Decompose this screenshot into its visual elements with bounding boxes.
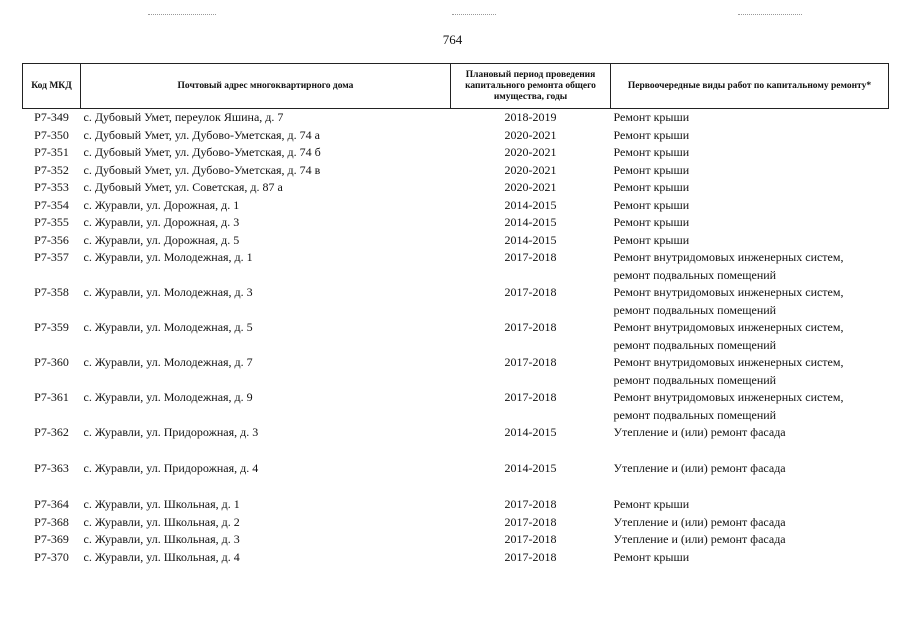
cell-works (611, 179, 889, 197)
cell-works (611, 127, 889, 145)
cell-period: 2018-2019 (504, 110, 557, 124)
header-code: Код МКД (23, 64, 81, 109)
cell-works (611, 496, 889, 514)
cell-works (611, 460, 889, 496)
works-line: Утепление и (или) ремонт фасада (613, 532, 786, 546)
table-row (23, 127, 889, 145)
table-row (23, 531, 889, 549)
cell-address: с. Дубовый Умет, переулок Яшина, д. 7 (83, 110, 284, 124)
cell-code: Р7-354 (34, 197, 69, 212)
cell-works (611, 144, 889, 162)
page-number: 764 (442, 32, 463, 47)
table-row (23, 514, 889, 532)
cell-address: с. Журавли, ул. Школьная, д. 1 (83, 497, 240, 511)
works-line: Ремонт крыши (613, 180, 690, 194)
cell-works (611, 514, 889, 532)
cell-address: с. Журавли, ул. Молодежная, д. 3 (83, 285, 253, 299)
cell-code: Р7-349 (34, 110, 69, 124)
scan-artifact-center (452, 14, 496, 16)
cell-works (611, 549, 889, 567)
table-row (23, 144, 889, 162)
cell-works (611, 232, 889, 250)
cell-code: Р7-355 (34, 215, 69, 229)
table-row (23, 179, 889, 197)
scan-artifact-left (148, 14, 216, 16)
cell-period: 2017-2018 (504, 250, 557, 264)
works-line: ремонт подвальных помещений (613, 372, 777, 387)
cell-works (611, 214, 889, 232)
cell-period: 2017-2018 (504, 390, 557, 404)
works-line: ремонт подвальных помещений (613, 267, 777, 282)
works-line: Ремонт внутридомовых инженерных систем, (613, 390, 844, 404)
works-line: Ремонт крыши (613, 162, 690, 177)
table-row (23, 319, 889, 354)
cell-code: Р7-368 (34, 514, 69, 529)
cell-code: Р7-358 (34, 285, 69, 299)
works-line: Ремонт крыши (613, 497, 690, 511)
cell-period: 2020-2021 (504, 145, 557, 159)
cell-code: Р7-360 (34, 355, 69, 369)
cell-code: Р7-350 (34, 127, 69, 142)
cell-address: с. Журавли, ул. Школьная, д. 3 (83, 532, 240, 546)
works-line: Ремонт внутридомовых инженерных систем, (613, 355, 844, 369)
works-line: Ремонт внутридомовых инженерных систем, (613, 285, 844, 299)
cell-period: 2017-2018 (504, 285, 557, 299)
table-body (23, 109, 889, 567)
cell-address: с. Журавли, ул. Придорожная, д. 3 (83, 425, 259, 439)
works-line: Ремонт крыши (613, 110, 690, 124)
cell-period: 2014-2015 (504, 215, 557, 229)
header-works: Первоочередные виды работ по капитальному ремонту* (611, 64, 889, 109)
works-line: Утепление и (или) ремонт фасада (613, 514, 786, 529)
cell-works (611, 424, 889, 460)
cell-address: с. Журавли, ул. Молодежная, д. 1 (83, 250, 253, 264)
cell-code: Р7-353 (34, 180, 69, 194)
works-line: Ремонт внутридомовых инженерных систем, (613, 320, 844, 334)
table-row (23, 109, 889, 127)
cell-works (611, 109, 889, 127)
table-row (23, 496, 889, 514)
works-line: Ремонт внутридомовых инженерных систем, (613, 250, 844, 264)
cell-works (611, 354, 889, 389)
cell-works (611, 531, 889, 549)
cell-period: 2014-2015 (504, 232, 557, 247)
works-line: Утепление и (или) ремонт фасада (613, 461, 786, 475)
cell-code: Р7-364 (34, 497, 69, 511)
works-line: ремонт подвальных помещений (613, 407, 777, 422)
cell-address: с. Журавли, ул. Дорожная, д. 1 (83, 197, 240, 212)
cell-period: 2014-2015 (504, 197, 557, 212)
cell-address: с. Журавли, ул. Школьная, д. 4 (83, 549, 240, 564)
cell-period: 2017-2018 (504, 514, 557, 529)
cell-address: с. Журавли, ул. Дорожная, д. 3 (83, 215, 240, 229)
cell-address: с. Дубовый Умет, ул. Дубово-Уметская, д. 74 б (83, 145, 321, 159)
cell-works (611, 249, 889, 284)
works-line: ремонт подвальных помещений (613, 337, 777, 352)
cell-period: 2020-2021 (504, 162, 557, 177)
table-row (23, 354, 889, 389)
cell-period: 2020-2021 (504, 127, 557, 142)
cell-works (611, 319, 889, 354)
works-line: Ремонт крыши (613, 549, 690, 564)
cell-period: 2017-2018 (504, 497, 557, 511)
cell-period: 2017-2018 (504, 549, 557, 564)
table-row (23, 389, 889, 424)
cell-works (611, 389, 889, 424)
table-row (23, 197, 889, 215)
table-row (23, 549, 889, 567)
works-line: Ремонт крыши (613, 215, 690, 229)
header-period: Плановый период проведения капитального ремонта общего имущества, годы (451, 64, 611, 109)
works-line: Утепление и (или) ремонт фасада (613, 425, 786, 439)
cell-code: Р7-352 (34, 162, 69, 177)
cell-works (611, 284, 889, 319)
cell-period: 2020-2021 (504, 180, 557, 194)
works-line: Ремонт крыши (613, 232, 690, 247)
works-line: Ремонт крыши (613, 145, 690, 159)
cell-code: Р7-351 (34, 145, 69, 159)
cell-address: с. Журавли, ул. Дорожная, д. 5 (83, 232, 240, 247)
cell-code: Р7-359 (34, 320, 69, 334)
cell-code: Р7-362 (34, 425, 69, 439)
cell-code: Р7-363 (34, 461, 69, 475)
housing-register-table (22, 63, 889, 566)
cell-code: Р7-369 (34, 532, 69, 546)
table-row (23, 214, 889, 232)
cell-address: с. Журавли, ул. Молодежная, д. 7 (83, 355, 253, 369)
cell-period: 2014-2015 (504, 461, 557, 475)
table-row (23, 232, 889, 250)
scan-artifact-right (738, 14, 802, 16)
table-header-row (23, 64, 889, 109)
cell-code: Р7-356 (34, 232, 69, 247)
cell-period: 2017-2018 (504, 320, 557, 334)
table-row (23, 284, 889, 319)
cell-address: с. Журавли, ул. Придорожная, д. 4 (83, 461, 259, 475)
cell-period: 2014-2015 (504, 425, 557, 439)
header-address: Почтовый адрес многоквартирного дома (81, 64, 451, 109)
cell-works (611, 197, 889, 215)
cell-code: Р7-357 (34, 250, 69, 264)
table-row (23, 162, 889, 180)
cell-address: с. Журавли, ул. Молодежная, д. 5 (83, 320, 253, 334)
cell-works (611, 162, 889, 180)
works-line: ремонт подвальных помещений (613, 302, 777, 317)
cell-address: с. Дубовый Умет, ул. Дубово-Уметская, д. 74 а (83, 127, 320, 142)
cell-code: Р7-361 (34, 390, 69, 404)
cell-address: с. Журавли, ул. Молодежная, д. 9 (83, 390, 253, 404)
table-row (23, 249, 889, 284)
cell-address: с. Дубовый Умет, ул. Советская, д. 87 а (83, 180, 283, 194)
table-row (23, 424, 889, 460)
cell-period: 2017-2018 (504, 355, 557, 369)
works-line: Ремонт крыши (613, 127, 690, 142)
works-line: Ремонт крыши (613, 197, 690, 212)
cell-address: с. Журавли, ул. Школьная, д. 2 (83, 514, 240, 529)
table-row (23, 460, 889, 496)
cell-period: 2017-2018 (504, 532, 557, 546)
cell-address: с. Дубовый Умет, ул. Дубово-Уметская, д. 74 в (83, 162, 321, 177)
cell-code: Р7-370 (34, 549, 69, 564)
